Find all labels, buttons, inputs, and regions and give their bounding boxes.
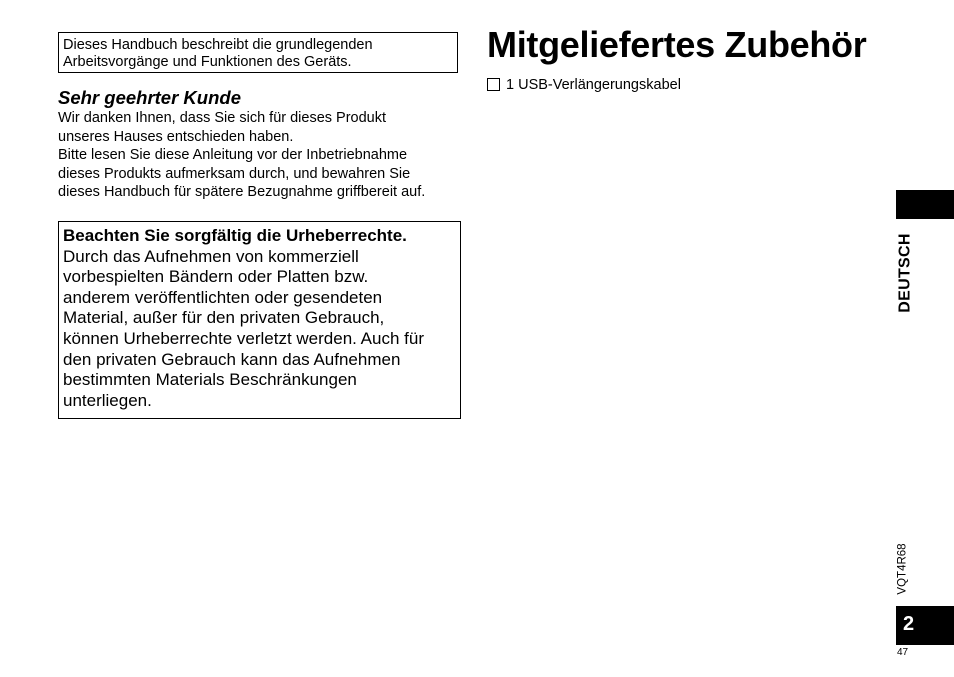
model-code-text: VQT4R68 <box>897 543 910 595</box>
model-code <box>893 536 913 602</box>
language-index-tab <box>896 190 954 219</box>
copyright-line: den privaten Gebrauch kann das Aufnehmen <box>63 349 401 369</box>
copyright-line: unterliegen. <box>63 390 152 410</box>
greeting-line: Wir danken Ihnen, dass Sie sich für dieses Produkt <box>58 110 387 126</box>
accessory-label: 1 USB-Verlängerungskabel <box>506 77 681 93</box>
greeting-title: Sehr geehrter Kunde <box>58 87 241 108</box>
intro-line: Dieses Handbuch beschreibt die grundlegenden <box>63 37 373 53</box>
page-title: Mitgeliefertes Zubehör <box>487 24 867 65</box>
copyright-line: vorbespielten Bändern oder Platten bzw. <box>63 267 369 287</box>
copyright-line: bestimmten Materials Beschränkungen <box>63 370 357 390</box>
accessory-item <box>487 77 681 93</box>
greeting-line: Bitte lesen Sie diese Anleitung vor der Inbetriebnahme <box>58 147 408 163</box>
copyright-line: Durch das Aufnehmen von kommerziell <box>63 246 359 266</box>
copyright-line: Material, außer für den privaten Gebrauch, <box>63 308 385 328</box>
intro-box <box>58 32 458 73</box>
greeting-line: dieses Produkts aufmerksam durch, und bewahren Sie <box>58 165 411 182</box>
greeting-line: dieses Handbuch für spätere Bezugnahme griffbereit auf. <box>58 184 426 200</box>
greeting-line: unseres Hauses entschieden haben. <box>58 128 294 145</box>
language-label <box>892 222 920 324</box>
page-number: 47 <box>897 647 909 658</box>
greeting-body <box>58 109 425 202</box>
copyright-line: anderem veröffentlichten oder gesendeten <box>63 287 383 307</box>
page-tab-number: 2 <box>903 613 915 635</box>
copyright-heading: Beachten Sie sorgfältig die Urheberrechte. <box>63 226 407 245</box>
copyright-line: können Urheberrechte verletzt werden. Auch für <box>63 328 424 348</box>
intro-line: Arbeitsvorgänge und Funktionen des Geräts. <box>63 54 352 70</box>
copyright-notice-box <box>58 221 461 419</box>
language-label-text: DEUTSCH <box>897 233 914 313</box>
checkbox-icon <box>487 78 500 91</box>
